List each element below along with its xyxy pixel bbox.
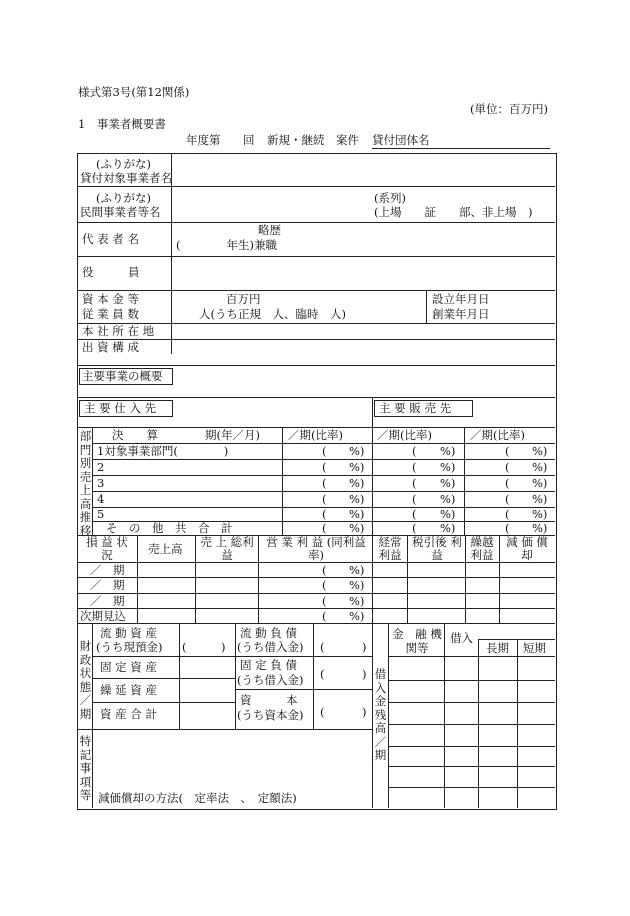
percent: %) [349, 609, 365, 623]
ordinary-profit-header: 経常利益 [378, 535, 402, 562]
paren: ( [412, 521, 417, 535]
paren: ( [412, 507, 417, 521]
paren: ( [412, 460, 417, 474]
cash-deposits-label: (うち現預金) [96, 640, 163, 654]
paren: ( [322, 444, 327, 458]
paren: ) [362, 640, 367, 654]
percent: %) [440, 460, 456, 474]
million-yen-label: 百万円 [226, 292, 261, 306]
paren: ( [505, 507, 510, 521]
pl-status-label: 損 益 状 況 [86, 535, 128, 562]
settlement-header: 決 算 [112, 428, 158, 442]
paren: ( [322, 521, 327, 535]
section-title: 1 事業者概要書 [78, 117, 166, 131]
gross-profit-header: 売 上 総利益 [200, 535, 254, 562]
target-business-name-label: 貸付対象事業者名 [80, 171, 172, 185]
period-label: ／ 期 [90, 578, 125, 592]
paren: ( [322, 476, 327, 490]
round-label: 回 [243, 133, 255, 147]
fixed-assets-label: 固 定 資 産 [100, 660, 157, 674]
long-term-header: 長期 [486, 641, 509, 655]
current-liabilities-label: 流 動 負 債 [240, 626, 297, 640]
financial-status-label: 財政状態／期 [79, 639, 92, 721]
birth-year-label: ( 年生)兼職 [176, 238, 277, 252]
listing-status: (上場 証 部、非上場 ) [374, 205, 533, 219]
retained-earnings-header: 繰越 利益 [470, 535, 494, 562]
percent: %) [349, 594, 365, 608]
percent: %) [440, 476, 456, 490]
ratio-header: ／期(比率) [377, 428, 432, 442]
percent: %) [349, 563, 365, 577]
sales-row-label: 3 [97, 476, 105, 490]
paren: ( [322, 460, 327, 474]
paren: ( [505, 521, 510, 535]
sales-row-label: 4 [97, 492, 105, 506]
current-assets-label: 流 動 資 産 [100, 626, 157, 640]
paren: ( [505, 460, 510, 474]
paren: ) [362, 667, 367, 681]
percent: %) [440, 521, 456, 535]
paren: ( [412, 444, 417, 458]
percent: %) [532, 521, 548, 535]
period-label: ／ 期 [90, 563, 125, 577]
furigana-label: (ふりがな) [96, 191, 151, 205]
established-date-label: 設立年月日 [432, 292, 490, 306]
sales-row-label: 5 [97, 507, 105, 521]
total-assets-label: 資 産 合 計 [100, 707, 157, 721]
keiretsu-label: (系列) [374, 191, 406, 205]
borrowing-header: 借入 [450, 631, 473, 645]
paren: ( [412, 492, 417, 506]
revenue-header: 売上高 [148, 542, 183, 556]
ratio-header: ／期(比率) [288, 428, 343, 442]
buyer-label: 主 要 販 売 先 [379, 401, 452, 415]
lender-underline [372, 148, 550, 149]
operating-profit-header: 営 業 利 益 (同利益率) [266, 535, 366, 562]
equity-label: 資 本 [240, 693, 298, 707]
percent: %) [532, 507, 548, 521]
short-term-header: 短期 [523, 641, 546, 655]
percent: %) [349, 492, 365, 506]
paren: ( ) [182, 640, 226, 654]
percent: %) [440, 492, 456, 506]
employees-label: 従 業 員 数 [82, 307, 139, 321]
paren: ( [322, 609, 327, 623]
investment-structure-label: 出 資 構 成 [82, 340, 139, 354]
percent: %) [349, 476, 365, 490]
main-business-label: 主要事業の概要 [82, 369, 163, 383]
paren: ( [505, 444, 510, 458]
deferred-assets-label: 繰 延 資 産 [100, 683, 157, 697]
percent: %) [349, 507, 365, 521]
sales-section-label: 部門別売上高推移 [79, 429, 92, 538]
net-profit-header: 税引後 利 益 [412, 535, 462, 562]
fixed-liabilities-label: 固 定 負 債 [240, 658, 297, 672]
sales-row-label: 1対象事業部門( ) [97, 444, 229, 458]
paren: ( [320, 705, 325, 719]
next-period-label: 次期見込 [80, 609, 126, 623]
depreciation-header: 減 価 償 却 [506, 535, 548, 562]
private-business-name-label: 民間事業者等名 [80, 205, 161, 219]
borrowings-label: (うち借入金) [237, 640, 304, 654]
financial-institution-header: 金 融 機関等 [392, 627, 442, 655]
employees-detail: 人(うち正規 人、臨時 人) [199, 307, 346, 321]
paren: ( [322, 507, 327, 521]
lender-label: 貸付団体名 [372, 133, 430, 147]
loan-balance-label: 借入金残高／期 [374, 667, 387, 762]
form-number: 様式第3号(第12関係) [78, 85, 190, 99]
paren: ( [322, 492, 327, 506]
percent: %) [532, 460, 548, 474]
borrowings-label: (うち借入金) [237, 673, 304, 687]
fiscal-year-label: 年度第 [186, 133, 221, 147]
sales-total-label: そ の 他 共 合 計 [106, 521, 233, 535]
percent: %) [349, 460, 365, 474]
paren: ( [320, 667, 325, 681]
furigana-label: (ふりがな) [96, 157, 151, 171]
headquarters-label: 本 社 所 在 地 [82, 324, 155, 338]
paren: ( [505, 476, 510, 490]
percent: %) [440, 444, 456, 458]
percent: %) [532, 476, 548, 490]
capital-label: 資 本 金 等 [82, 292, 139, 306]
founded-date-label: 創業年月日 [432, 307, 490, 321]
depreciation-method: 減価償却の方法( 定率法 、 定額法) [98, 791, 297, 805]
paren: ) [362, 705, 367, 719]
percent: %) [440, 507, 456, 521]
period-label: ／ 期 [90, 594, 125, 608]
paren: ( [322, 594, 327, 608]
officers-label: 役 員 [82, 265, 140, 279]
capital-stock-label: (うち資本金) [237, 708, 304, 722]
paren: ( [322, 563, 327, 577]
paren: ( [320, 640, 325, 654]
ratio-header: ／期(比率) [470, 428, 525, 442]
paren: ( [412, 476, 417, 490]
percent: %) [349, 578, 365, 592]
supplier-label: 主 要 仕 入 先 [84, 401, 157, 415]
paren: ( [505, 492, 510, 506]
representative-label: 代 表 者 名 [82, 232, 139, 246]
career-label: 略歴 [258, 223, 281, 237]
period-header: 期(年／月) [205, 428, 260, 442]
percent: %) [349, 521, 365, 535]
special-notes-label: 特記事項等 [79, 734, 92, 802]
percent: %) [349, 444, 365, 458]
paren: ( [322, 578, 327, 592]
percent: %) [532, 492, 548, 506]
unit-label: (単位：百万円) [470, 102, 548, 116]
percent: %) [532, 444, 548, 458]
sales-row-label: 2 [97, 460, 105, 474]
category-label: 新規・継続 案件 [267, 133, 359, 147]
